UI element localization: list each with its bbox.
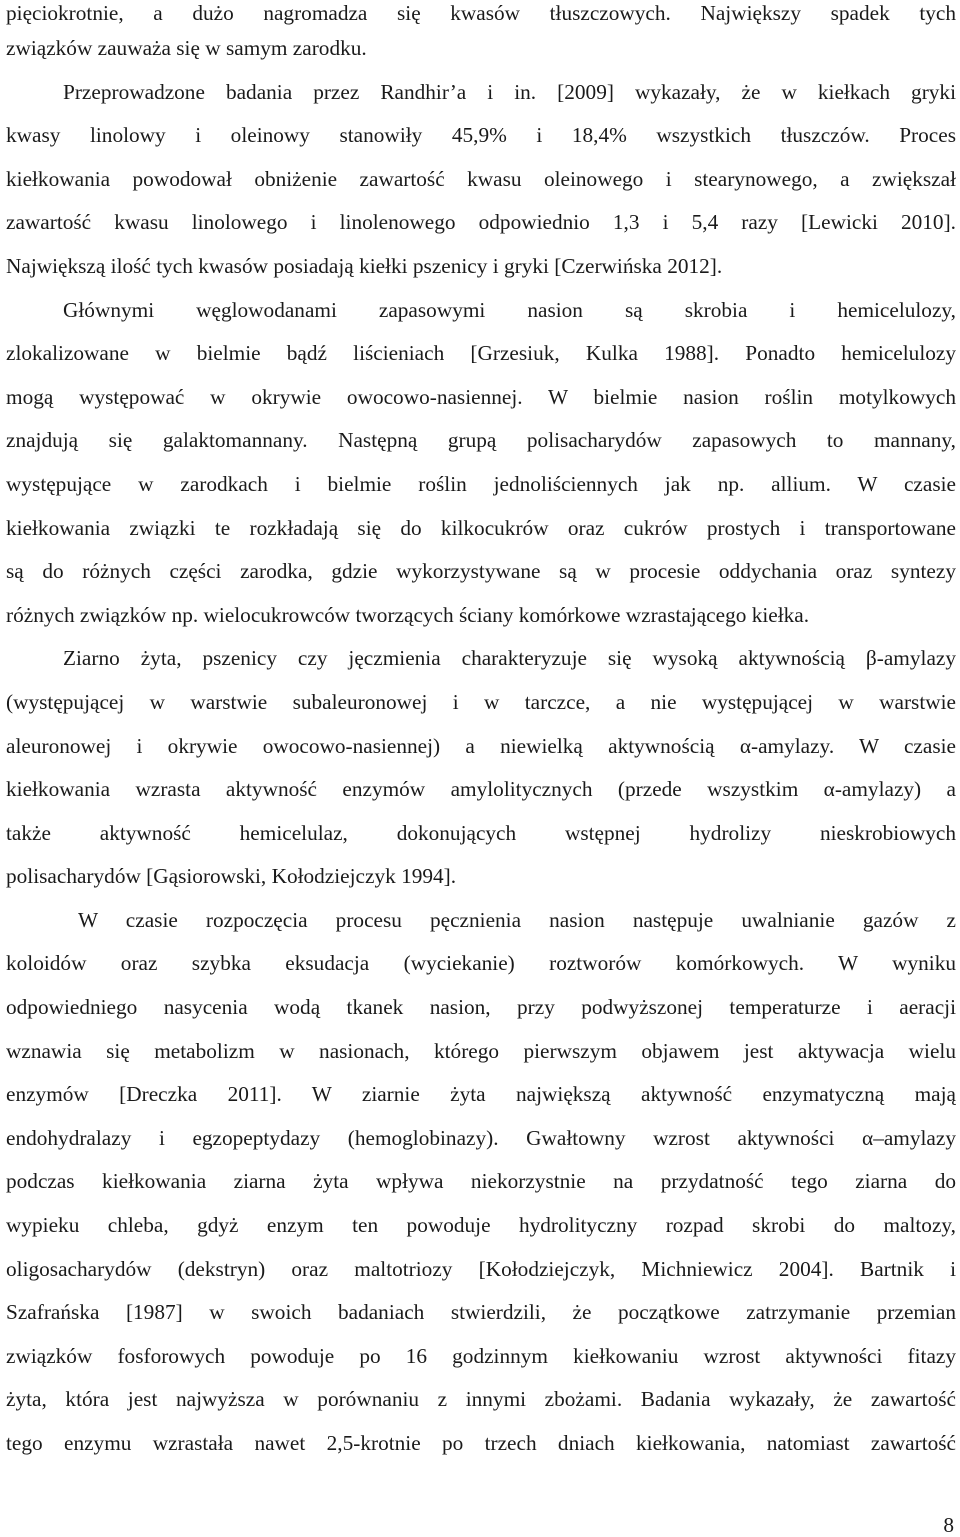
text-line: także aktywność hemicelulaz, dokonujących wstępnej hydrolizy nieskrobiowych [6, 820, 956, 845]
text-line: enzymów [Dreczka 2011]. W ziarnie żyta największą aktywność enzymatyczną mają [6, 1082, 956, 1107]
text-line: mogą występować w okrywie owocowo-nasiennej. W bielmie nasion roślin motylkowych [6, 384, 956, 409]
text-line: oligosacharydów (dekstryn) oraz maltotriozy [Kołodziejczyk, Michniewicz 2004]. Bartnik i [6, 1256, 956, 1281]
text-line: pięciokrotnie, a dużo nagromadza się kwasów tłuszczowych. Największy spadek tych [6, 1, 956, 25]
page-number: 8 [943, 1513, 954, 1537]
text-line: są do różnych części zarodka, gdzie wykorzystywane są w procesie oddychania oraz syntezy [6, 559, 956, 584]
text-line: odpowiedniego nasycenia wodą tkanek nasion, przy podwyższonej temperaturze i aeracji [6, 995, 956, 1020]
text-line: kiełkowania związki te rozkładają się do kilkocukrów oraz cukrów prostych i transportowane [6, 515, 956, 540]
text-line: żyta, która jest najwyższa w porównaniu z innymi zbożami. Badania wykazały, że zawartość [6, 1387, 956, 1412]
text-line: (występującej w warstwie subaleuronowej i w tarczce, a nie występującej w warstwie [6, 689, 956, 714]
text-line: Przeprowadzone badania przez Randhir’a i in. [2009] wykazały, że w kiełkach gryki [63, 79, 956, 104]
text-line: występujące w zarodkach i bielmie roślin jednoliściennych jak np. allium. W czasie [6, 471, 956, 496]
text-line: kiełkowania powodował obniżenie zawartość kwasu oleinowego i stearynowego, a zwiększał [6, 166, 956, 191]
text-line: związków fosforowych powoduje po 16 godzinnym kiełkowaniu wzrost aktywności fitazy [6, 1343, 956, 1368]
text-line: podczas kiełkowania ziarna żyta wpływa niekorzystnie na przydatność tego ziarna do [6, 1169, 956, 1194]
text-line: Największą ilość tych kwasów posiadają kiełki pszenicy i gryki [Czerwińska 2012]. [6, 253, 723, 278]
text-line: zawartość kwasu linolowego i linolenowego odpowiednio 1,3 i 5,4 razy [Lewicki 2010]. [6, 210, 956, 235]
text-line: różnych związków np. wielocukrowców tworzących ściany komórkowe wzrastającego kiełka. [6, 602, 810, 627]
document-page [6, 0, 956, 1466]
text-line: Ziarno żyta, pszenicy czy jęczmienia charakteryzuje się wysoką aktywnością β-amylazy [63, 646, 956, 671]
text-line: endohydralazy i egzopeptydazy (hemoglobinazy). Gwałtowny wzrost aktywności α–amylazy [6, 1125, 956, 1150]
text-line: tego enzymu wzrastała nawet 2,5-krotnie po trzech dniach kiełkowania, natomiast zawartość [6, 1431, 956, 1455]
text-line: znajdują się galaktomannany. Następną grupą polisacharydów zapasowych to mannany, [6, 428, 956, 453]
text-line: W czasie rozpoczęcia procesu pęcznienia nasion następuje uwalnianie gazów z [78, 907, 956, 932]
text-line: Szafrańska [1987] w swoich badaniach stwierdzili, że początkowe zatrzymanie przemian [6, 1300, 956, 1325]
text-line: kwasy linolowy i oleinowy stanowiły 45,9% i 18,4% wszystkich tłuszczów. Proces [6, 123, 956, 148]
text-line: polisacharydów [Gąsiorowski, Kołodziejczyk 1994]. [6, 864, 457, 889]
text-line: wypieku chleba, gdyż enzym ten powoduje hydrolityczny rozpad skrobi do maltozy, [6, 1213, 956, 1238]
text-line: wznawia się metabolizm w nasionach, którego pierwszym objawem jest aktywacja wielu [6, 1038, 956, 1063]
text-line: aleuronowej i okrywie owocowo-nasiennej) a niewielką aktywnością α-amylazy. W czasie [6, 733, 956, 758]
text-line: związków zauważa się w samym zarodku. [6, 36, 367, 60]
text-line: koloidów oraz szybka eksudacja (wyciekanie) roztworów komórkowych. W wyniku [6, 951, 956, 976]
text-line: zlokalizowane w bielmie bądź liścieniach [Grzesiuk, Kulka 1988]. Ponadto hemicelulozy [6, 341, 956, 366]
text-line: Głównymi węglowodanami zapasowymi nasion są skrobia i hemicelulozy, [63, 297, 956, 322]
text-line: kiełkowania wzrasta aktywność enzymów amylolitycznych (przede wszystkim α-amylazy) a [6, 777, 956, 802]
